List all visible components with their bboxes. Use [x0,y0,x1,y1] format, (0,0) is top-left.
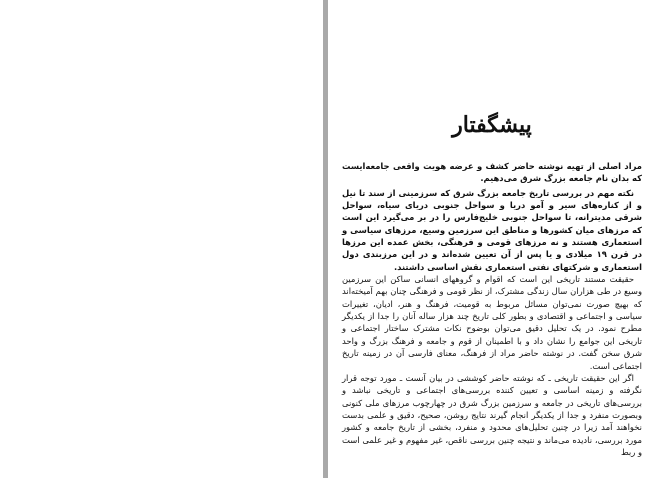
paragraph: حقیقت مستند تاریخی این است که اقوام و گروههای انسانی ساکن این سرزمین وسیع در طی هزاران سال زندگی مشترک، از نظر قومی و فرهنگی چنان بهم آمیخته‌اند که بهیچ صورت نمی‌توان مسائل مربوط به قومیت، فرهنگ و هنر، ادیان، تغییرات سیاسی و اجتماعی و اقتصادی و بطور کلی تاریخ چند هزار ساله آنان را جدا از یکدیگر مطرح نمود. در یک تحلیل دقیق می‌توان بوضوح نکات مشترک ساختار اجتماعی و تاریخی این جوامع را نشان داد و با اطمینان از قوم و جامعه و فرهنگ بزرگ و واحد شرق سخن گفت. در نوشته حاضر مراد از فرهنگ، معنای فارسی آن در زمینه تاریخ اجتماعی است. [342,274,642,371]
paragraph: اگر این حقیقت تاریخی ـ که نوشته حاضر کوششی در بیان آنست ـ مورد توجه قرار نگرفته و زمینه اساسی و تعیین کننده بررسی‌های اجتماعی و تاریخی نباشد و بررسی‌های تاریخی در جامعه و سرزمین بزرگ شرق در چهارچوب مرزهای ملی کنونی وبصورت منفرد و جدا از یکدیگر انجام گیرند نتایج روشن، صحیح، دقیق و علمی بدست نخواهند آمد زیرا در چنین تحلیل‌های محدود و منفرد، بخشی از تاریخ جامعه و کشور مورد بررسی، نادیده می‌ماند و نتیجه چنین بررسی ناقص، غیر مفهوم و غیر علمی است و ربط [342,372,642,457]
page-title: پیشگفتار [452,112,532,138]
paragraph: مراد اصلی از تهیه نوشته حاضر کشف و عرضه هویت واقعی جامعه‌ایست که بدان نام جامعه بزرگ شرق می‌دهیم. [342,161,642,184]
paragraph: نکته مهم در بررسی تاریخ جامعه بزرگ شرق که سرزمینی از سند تا نیل و از کناره‌های سیر و آمو دریا و سواحل جنوبی دریای سیاه، سواحل شرقی مدیترانه، تا سواحل جنوبی خلیج‌فارس را در بر می‌گیرد این است که مرزهای میان کشورها و مناطق این سرزمین وسیع، مرزهای سیاسی و استعماری هستند و نه مرزهای قومی و فرهنگی، بخش عمده این مرزها در قرن ۱۹ میلادی و یا پس از آن تعیین شده‌اند و در این مرزبندی دول استعماری و شرکتهای نفتی استعماری نقش اساسی داشتند. [342,187,643,272]
right-page [328,0,656,478]
body-text [342,160,642,458]
left-page [0,0,323,478]
